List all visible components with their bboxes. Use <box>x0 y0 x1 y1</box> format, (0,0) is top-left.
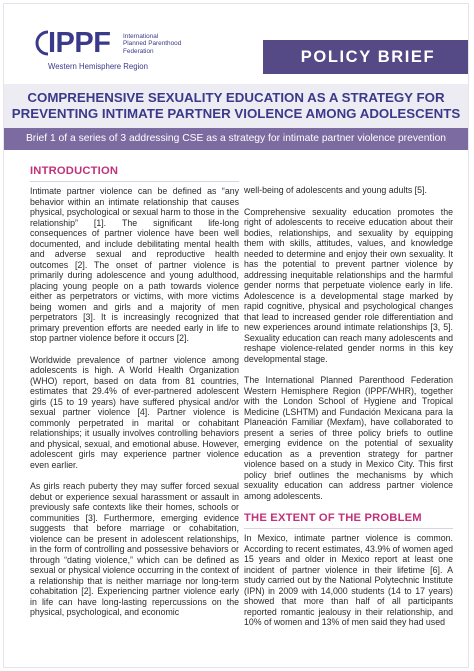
region-label: Western Hemisphere Region <box>48 62 148 71</box>
body-paragraph: Comprehensive sexuality education promotes the right of adolescents to receive education about their bodies, relationships, and sexuality by equipping them with skills, attitudes, values, and knowledge needed to determine and enjoy their own sexuality. It has the potential to prevent partner violence by addressing inequitable relationships and the harmful gender norms that perpetuate violence early in life. Adolescence is a developmental stage marked by rapid cognitive, physical and psychological changes that lead to increased gender role differentiation and new experiences around intimate relationships [3, 5]. Sexuality education can reach many adolescents and reshape violence-related gender norms in this key developmental stage. <box>244 206 453 364</box>
body-paragraph: Worldwide prevalence of partner violence among adolescents is high. A World Health Organization (WHO) report, based on data from 81 countries, estimates that 29.4% of ever-partnered adolescent girls (15 to 19 years) have suffered physical and/or sexual partner violence [4]. Partner violence is commonly perpetrated in marital or cohabitant relationships; it usually involves controlling behaviors and physical, sexual, and emotional abuse. However, adolescent girls may experience partner violence even earlier. <box>30 354 239 470</box>
org-line: International <box>123 33 159 40</box>
body-paragraph: As girls reach puberty they may suffer forced sexual debut or experience sexual harassment or assault in previously safe contexts like their homes, schools or communities [3]. Furthermore, emerging evidence suggests that before marriage or cohabitation, violence can be present in adolescent relationships, in the form of controlling and possessive behaviors or through “dating violence,” which can be defined as sexual or physical violence occurring in the context of a relationship that is neither marriage nor long-term cohabitation [2]. Experiencing partner violence early in life can have long-lasting repercussions on the physical, psychological, and economic <box>30 481 239 617</box>
policy-brief-page <box>3 3 469 668</box>
org-line: Federation <box>123 47 154 55</box>
section-heading-extent-of-problem: THE EXTENT OF THE PROBLEM <box>244 512 453 529</box>
title-line: COMPREHENSIVE SEXUALITY EDUCATION AS A STRATEGY FOR <box>27 90 445 105</box>
title-line: PREVENTING INTIMATE PARTNER VIOLENCE AMONG ADOLESCENTS <box>11 106 461 121</box>
org-line: Planned Parenthood <box>123 40 182 48</box>
right-column <box>244 185 453 639</box>
body-paragraph: well-being of adolescents and young adults [5]. <box>244 185 427 195</box>
title-band <box>4 84 468 128</box>
document-subtitle: Brief 1 of a series of 3 addressing CSE as a strategy for intimate partner violence prevention <box>4 128 468 150</box>
document-title <box>4 90 468 122</box>
organization-name <box>123 33 181 55</box>
header <box>4 4 468 84</box>
body-paragraph: The International Planned Parenthood Federation Western Hemisphere Region (IPPF/WHR), together with the London School of Hygiene and Tropical Medicine (LSHTM) and Fundación Mexicana para la Planeación Familiar (Mexfam), have collaborated to present a series of three policy briefs to outline emerging evidence on the potential of sexuality education as a prevention strategy for partner violence based on a study in Mexico City. This first policy brief outlines the mechanisms by which sexuality education can address partner violence among adolescents. <box>244 375 453 501</box>
body-paragraph: Intimate partner violence can be defined as “any behavior within an intimate relationship that causes physical, psychological or sexual harm to those in the relationship” [1]. The significant life-long consequences of partner violence have been well documented, and include debilitating mental health and adverse sexual and reproductive health outcomes [2]. The onset of partner violence is primarily during adolescence and young adulthood, placing young people on a path towards violence either as perpetrators or victims, with more victims being women and girls and a majority of men perpetrators [3]. It is increasingly recognized that primary prevention efforts are needed early in life to stop partner violence before it occurs [2]. <box>30 186 239 343</box>
ippf-logo-text: IPPF <box>48 27 111 59</box>
section-heading-introduction: INTRODUCTION <box>30 165 239 182</box>
left-column <box>30 165 239 629</box>
policy-brief-badge: POLICY BRIEF <box>263 40 469 74</box>
body-paragraph: In Mexico, intimate partner violence is common. According to recent estimates, 43.9% of women aged 15 years and older in Mexico report at least one incident of partner violence in their lifetime [6]. A study carried out by the National Polytechnic Institute (IPN) in 2009 with 14,000 students (14 to 17 years) showed that more than half of all participants reported romantic jealousy in their relationship, and 10% of women and 13% of men said they had used <box>244 533 453 627</box>
